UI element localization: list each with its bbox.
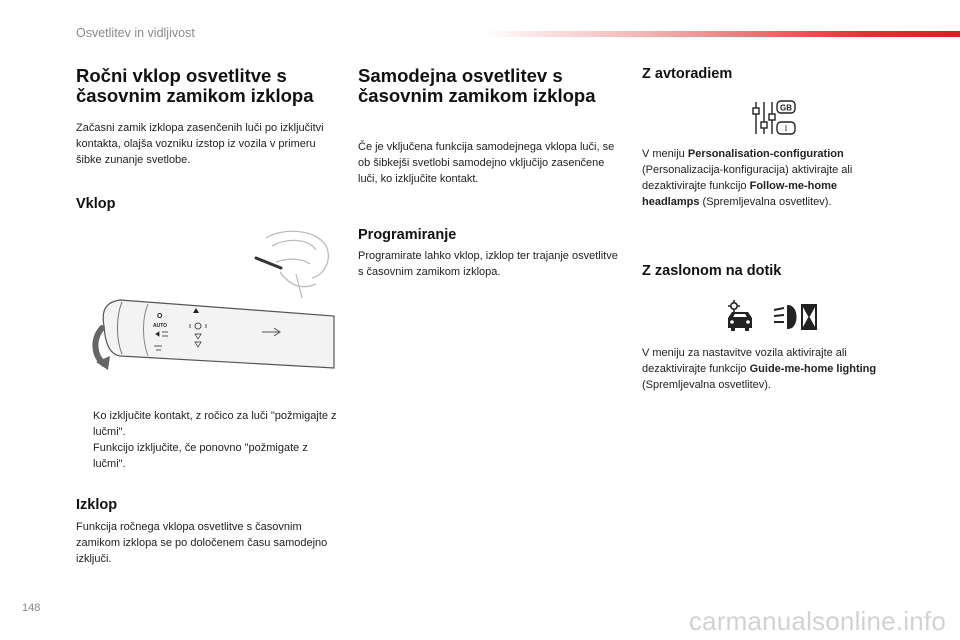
- left-intro: Začasni zamik izklopa zasenčenih luči po izključitvi kontakta, olajša vozniku izstop iz vozila v primeru šibke zunanje svetlobe.: [76, 122, 324, 166]
- radio-icon-i: I: [784, 124, 788, 133]
- bullet-text: Funkcijo izključite, če ponovno "požmigate z lučmi".: [93, 442, 308, 470]
- izklop-heading: Izklop: [76, 497, 118, 513]
- middle-intro: Če je vključena funkcija samodejnega vklopa luči, se ob šibkejši svetlobi samodejno vključijo zasenčene luči, ko izključite kontakt.: [358, 141, 615, 185]
- list-item: [76, 440, 338, 472]
- car-settings-icon: [722, 300, 758, 334]
- touchscreen-text: V meniju za nastavitve vozila aktivirajte ali dezaktivirajte funkcijo Guide-me-home lighting (Spremljevalna osvetlitev).: [642, 347, 877, 391]
- watermark: carmanualsonline.info: [688, 606, 946, 636]
- light-stalk-illustration: [76, 228, 338, 378]
- radio-settings-icon: [750, 98, 798, 138]
- section-title: Osvetlitev in vidljivost: [76, 26, 195, 40]
- radio-icon-gb: GB: [780, 103, 792, 113]
- radio-text: V meniju Personalisation-configuration (Personalizacija-konfiguracija) aktivirajte ali dezaktivirajte funkcijo Follow-me-home headlamps (Spremljevalna osvetlitev).: [642, 148, 853, 208]
- stalk-label-o: O: [157, 313, 163, 320]
- list-item: [76, 408, 338, 440]
- middle-title: Samodejna osvetlitev s časovnim zamikom izklopa: [358, 65, 596, 106]
- radio-heading: Z avtoradiem: [642, 66, 733, 82]
- page-number: 148: [22, 602, 41, 614]
- programiranje-text: Programirate lahko vklop, izklop ter trajanje osvetlitve s časovnim zamikom izklopa.: [358, 250, 618, 278]
- header-accent-bar: [480, 31, 960, 37]
- touchscreen-heading: Z zaslonom na dotik: [642, 263, 782, 279]
- programiranje-heading: Programiranje: [358, 227, 457, 243]
- left-title: Ročni vklop osvetlitve s časovnim zamikom izklopa: [76, 65, 314, 106]
- vklop-heading: Vklop: [76, 196, 116, 212]
- izklop-text: Funkcija ročnega vklopa osvetlitve s časovnim zamikom izklopa se po določenem času samodejno izključi.: [76, 521, 328, 565]
- light-timer-icon: [772, 302, 820, 332]
- stalk-label-auto: AUTO: [153, 323, 168, 329]
- bullet-text: Ko izključite kontakt, z ročico za luči "požmigajte z lučmi".: [93, 410, 337, 438]
- vklop-steps: [76, 408, 338, 472]
